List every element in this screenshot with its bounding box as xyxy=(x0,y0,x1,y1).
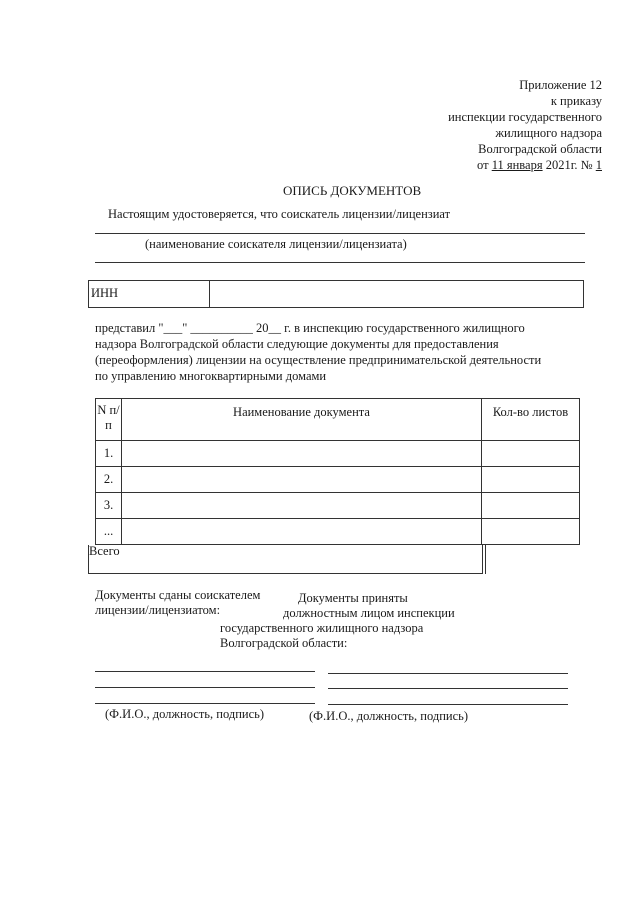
sheet-count-cell[interactable] xyxy=(482,493,580,519)
order-date-line xyxy=(477,158,602,173)
col-number-header: N п/п xyxy=(96,399,122,441)
total-divider xyxy=(485,545,486,574)
accepted-line-4: Волгоградской области: xyxy=(220,636,348,650)
order-year: 2021г. № xyxy=(545,158,593,172)
paragraph-line-1: представил "___" __________ 20__ г. в инспекцию государственного жилищного xyxy=(95,321,525,335)
col-sheets-header: Кол-во листов xyxy=(482,399,580,441)
applicant-line-1[interactable] xyxy=(95,233,585,234)
document-name-cell[interactable] xyxy=(122,441,482,467)
signature-line-left-1[interactable] xyxy=(95,671,315,672)
applicant-line-2[interactable] xyxy=(95,262,585,263)
signature-line-right-3[interactable] xyxy=(328,704,568,705)
accepted-line-2: должностным лицом инспекции xyxy=(283,606,455,620)
date-prefix: от xyxy=(477,158,489,172)
row-number: 2. xyxy=(96,467,122,493)
document-name-cell[interactable] xyxy=(122,493,482,519)
intro-text: Настоящим удостоверяется, что соискатель лицензии/лицензиат xyxy=(108,207,451,221)
table-row[interactable] xyxy=(96,441,580,467)
total-row xyxy=(88,545,483,574)
accepted-line-1: Документы приняты xyxy=(298,591,408,605)
table-row[interactable] xyxy=(96,467,580,493)
handed-over-line-1: Документы сданы соискателем xyxy=(95,588,261,602)
signature-line-right-1[interactable] xyxy=(328,673,568,674)
signature-caption-left: (Ф.И.О., должность, подпись) xyxy=(105,707,264,721)
sheet-count-cell[interactable] xyxy=(482,441,580,467)
sheet-count-cell[interactable] xyxy=(482,519,580,545)
housing-supervision: жилищного надзора xyxy=(495,126,602,140)
paragraph-line-2: надзора Волгоградской области следующие документы для предоставления xyxy=(95,337,499,351)
row-number: ... xyxy=(96,519,122,545)
signature-line-left-2[interactable] xyxy=(95,687,315,688)
order-date: 11 января xyxy=(491,158,543,172)
inn-field[interactable] xyxy=(212,282,580,306)
table-header xyxy=(96,399,580,441)
paragraph-line-3: (переоформления) лицензии на осуществление предпринимательской деятельности xyxy=(95,353,542,367)
table-row[interactable] xyxy=(96,493,580,519)
inn-label: ИНН xyxy=(91,286,119,300)
document-name-cell[interactable] xyxy=(122,519,482,545)
appendix-number: Приложение 12 xyxy=(519,78,602,92)
inn-divider xyxy=(209,280,210,308)
documents-table xyxy=(95,398,580,545)
order-reference: к приказу xyxy=(550,94,602,108)
row-number: 3. xyxy=(96,493,122,519)
document-name-cell[interactable] xyxy=(122,467,482,493)
paragraph-line-4: по управлению многоквартирными домами xyxy=(95,369,327,383)
handed-over-line-2: лицензии/лицензиатом: xyxy=(95,603,221,617)
order-number: 1 xyxy=(595,158,602,172)
signature-line-right-2[interactable] xyxy=(328,688,568,689)
applicant-caption: (наименование соискателя лицензии/лицензиата) xyxy=(145,237,407,251)
total-label: Всего xyxy=(89,544,120,558)
page-title: ОПИСЬ ДОКУМЕНТОВ xyxy=(283,183,422,198)
sheet-count-cell[interactable] xyxy=(482,467,580,493)
accepted-line-3: государственного жилищного надзора xyxy=(220,621,424,635)
inspection-name: инспекции государственного xyxy=(448,110,602,124)
signature-line-left-3[interactable] xyxy=(95,703,315,704)
col-name-header: Наименование документа xyxy=(122,399,482,441)
signature-caption-right: (Ф.И.О., должность, подпись) xyxy=(309,709,468,723)
region-name: Волгоградской области xyxy=(478,142,602,156)
row-number: 1. xyxy=(96,441,122,467)
table-row[interactable] xyxy=(96,519,580,545)
